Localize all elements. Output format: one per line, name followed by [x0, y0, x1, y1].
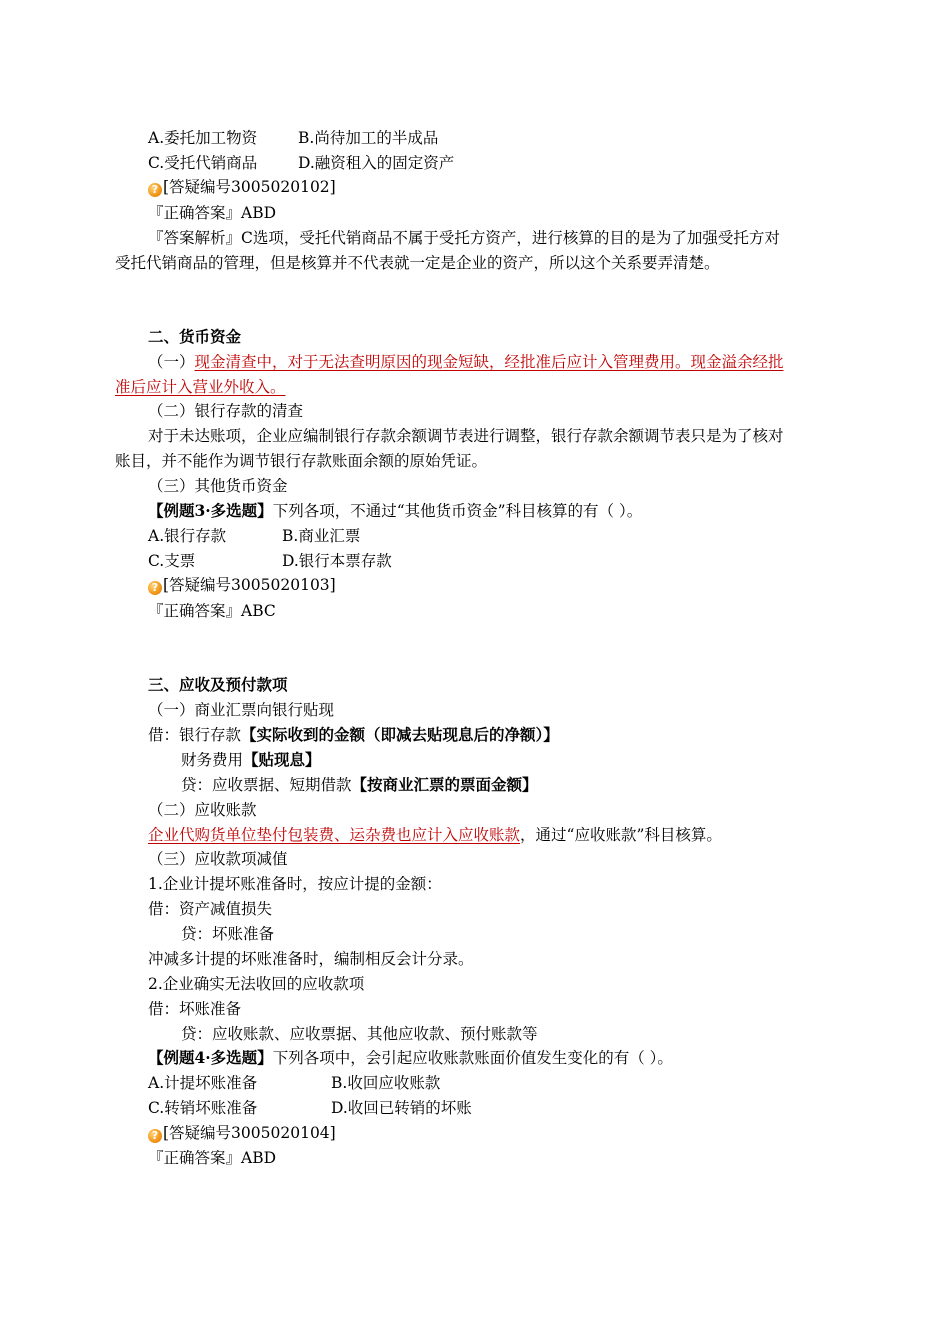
ex3-option-d: D.银行本票存款 [282, 552, 392, 570]
q2-option-b: B.尚待加工的半成品 [298, 129, 439, 147]
question-mark-icon[interactable]: ? [148, 183, 162, 197]
sec3-para-1: （一）商业汇票向银行贴现 [148, 701, 335, 719]
example-4-label: 【例题4·多选题】 [148, 1048, 273, 1067]
ex4-option-c: C.转销坏账准备 [148, 1099, 258, 1117]
sec2-para-3-line-2: 账目，并不能作为调节银行存款账面余额的原始凭证。 [115, 452, 488, 470]
sec3-step-2-credit: 贷：应收账款、应收票据、其他应收款、预付账款等 [181, 1025, 538, 1043]
q2-analysis-line-1: 『答案解析』C选项，受托代销商品不属于受托方资产，进行核算的目的是为了加强受托方对 [148, 229, 780, 247]
ex4-option-a: A.计提坏账准备 [148, 1074, 258, 1092]
ex4-option-d: D.收回已转销的坏账 [331, 1099, 472, 1117]
q2-ask-id-line[interactable] [148, 177, 336, 197]
sec3-entry-1 [148, 725, 559, 745]
ex3-ask-id-line[interactable] [148, 575, 336, 595]
example-4-question [148, 1048, 673, 1068]
q2-option-c: C.受托代销商品 [148, 154, 258, 172]
ex3-answer: 『正确答案』ABC [148, 602, 276, 620]
example-4-text: 下列各项中，会引起应收账款账面价值发生变化的有（ ）。 [272, 1049, 673, 1067]
sec3-para-2: （二）应收账款 [148, 801, 257, 819]
example-3-label: 【例题3·多选题】 [148, 501, 273, 520]
q2-option-a: A.委托加工物资 [148, 129, 258, 147]
q2-answer: 『正确答案』ABD [148, 204, 277, 222]
sec3-entry-2 [181, 750, 321, 770]
sec3-para-2-body [148, 825, 722, 845]
sec3-entry-3-note: 【按商业汇票的票面金额】 [351, 775, 538, 794]
sec3-entry-2-text: 财务费用 [181, 751, 244, 769]
sec3-entry-3-text: 贷：应收票据、短期借款 [181, 776, 352, 794]
example-3-question [148, 501, 642, 521]
sec3-entry-2-note: 【贴现息】 [243, 750, 321, 769]
sec2-para-3-line-1: 对于未达账项，企业应编制银行存款余额调节表进行调整，银行存款余额调节表只是为了核对 [148, 427, 784, 445]
sec2-para-1-prefix: （一） [148, 353, 195, 371]
sec3-step-1: 1.企业计提坏账准备时，按应计提的金额： [148, 875, 442, 893]
section-2-title: 二、货币资金 [148, 327, 242, 346]
sec2-para-1-highlight-1: 现金清查中，对于无法查明原因的现金短缺，经批准后应计入管理费用。现金溢余经批 [194, 353, 784, 371]
ex4-option-b: B.收回应收账款 [331, 1074, 441, 1092]
sec3-entry-1-text: 借：银行存款 [148, 726, 242, 744]
example-3-text: 下列各项，不通过“其他货币资金”科目核算的有（ ）。 [272, 502, 643, 520]
ex3-option-a: A.银行存款 [148, 527, 227, 545]
sec3-para-3: （三）应收款项减值 [148, 850, 288, 868]
sec2-para-1-line-1 [148, 352, 784, 372]
sec3-entry-1-note: 【实际收到的金额（即减去贴现息后的净额）】 [241, 725, 559, 744]
ex4-answer: 『正确答案』ABD [148, 1149, 277, 1167]
sec3-step-2: 2.企业确实无法收回的应收款项 [148, 975, 365, 993]
question-mark-icon[interactable]: ? [148, 1129, 162, 1143]
sec3-para-2-rest: ，通过“应收账款”科目核算。 [520, 826, 722, 844]
sec3-step-1-credit: 贷：坏账准备 [181, 925, 275, 943]
sec2-para-1-line-2 [115, 377, 286, 397]
ex4-ask-id: [答疑编号3005020104] [163, 1124, 336, 1142]
sec3-entry-3 [181, 775, 538, 795]
section-3-title: 三、应收及预付款项 [148, 675, 288, 694]
sec2-para-4: （三）其他货币资金 [148, 477, 288, 495]
q2-analysis-line-2: 受托代销商品的管理，但是核算并不代表就一定是企业的资产，所以这个关系要弄清楚。 [115, 254, 720, 272]
question-mark-icon[interactable]: ? [148, 581, 162, 595]
sec2-para-2: （二）银行存款的清查 [148, 402, 304, 420]
sec3-step-2-debit: 借：坏账准备 [148, 1000, 242, 1018]
ex3-ask-id: [答疑编号3005020103] [163, 576, 336, 594]
sec2-para-1-highlight-2: 准后应计入营业外收入。 [115, 378, 286, 396]
q2-ask-id: [答疑编号3005020102] [163, 178, 336, 196]
sec3-step-1-debit: 借：资产减值损失 [148, 900, 273, 918]
q2-option-d: D.融资租入的固定资产 [298, 154, 455, 172]
sec3-para-2-highlight: 企业代购货单位垫付包装费、运杂费也应计入应收账款 [148, 826, 521, 844]
ex4-ask-id-line[interactable] [148, 1123, 336, 1143]
sec3-step-1-note: 冲减多计提的坏账准备时，编制相反会计分录。 [148, 950, 474, 968]
ex3-option-c: C.支票 [148, 552, 196, 570]
ex3-option-b: B.商业汇票 [282, 527, 361, 545]
